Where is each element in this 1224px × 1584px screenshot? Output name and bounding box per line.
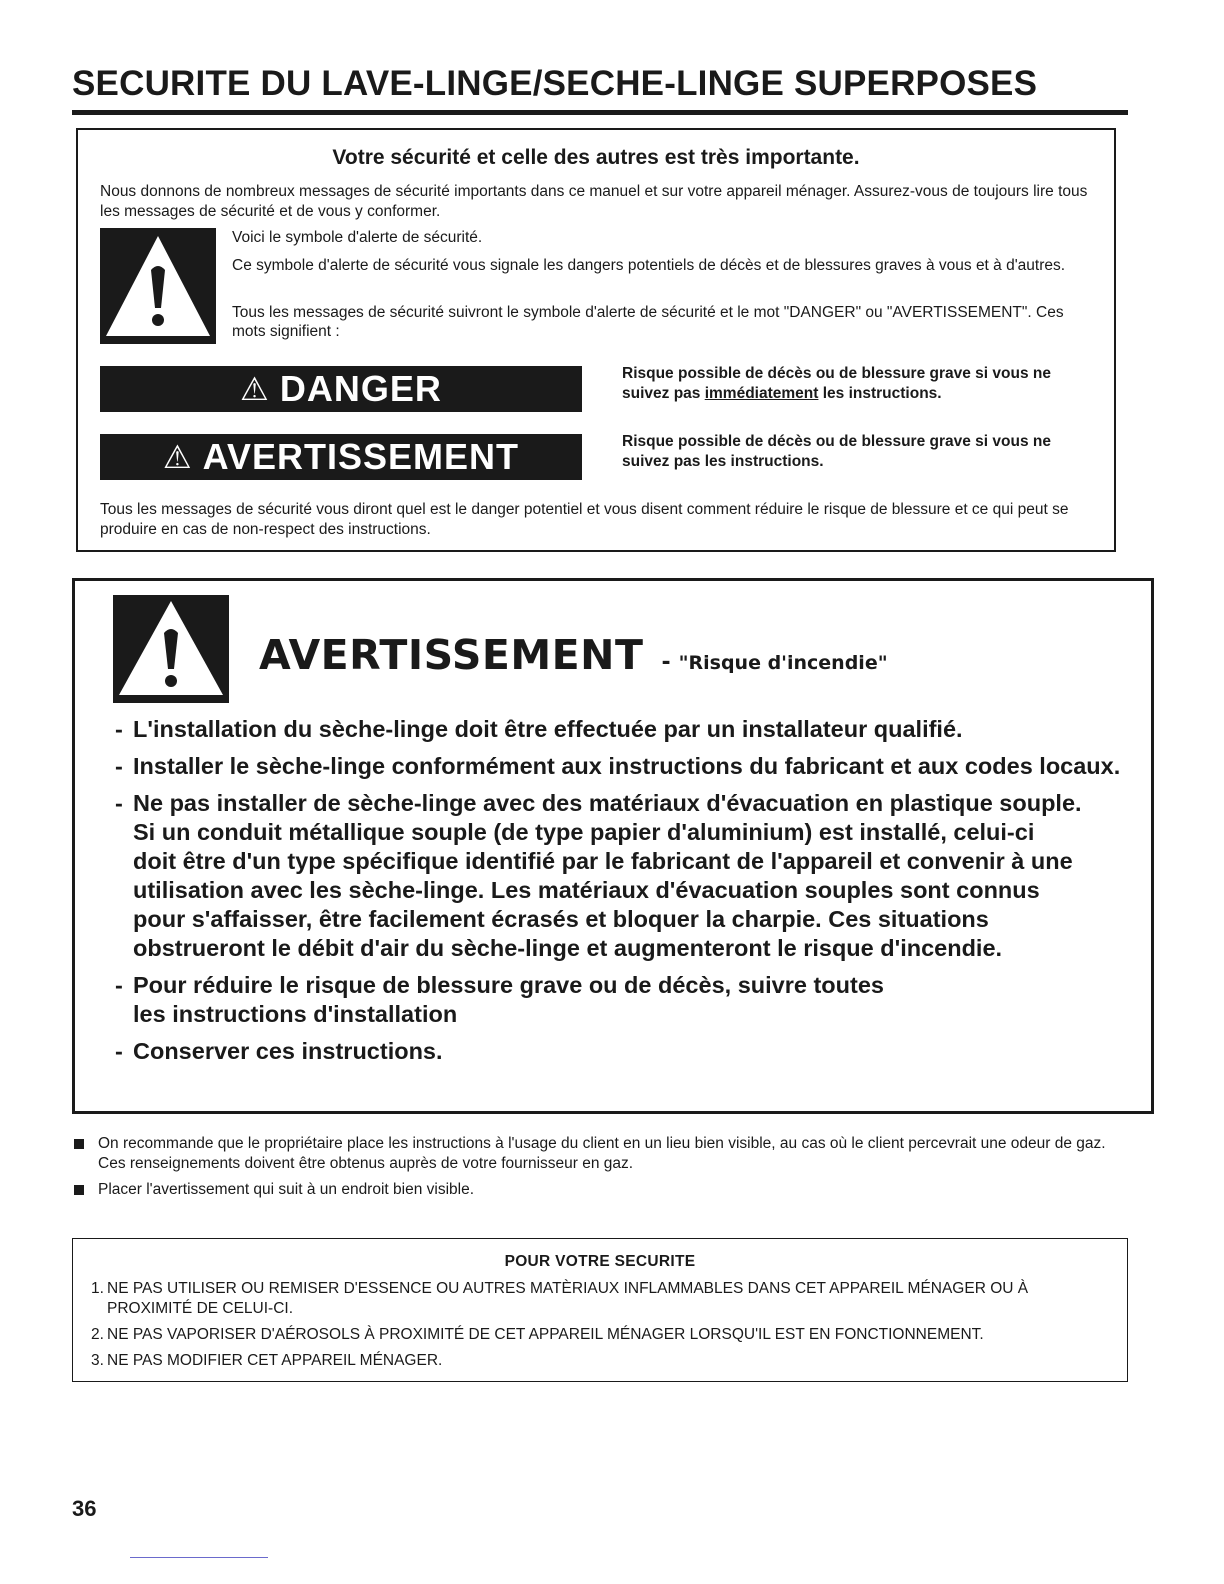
- list-item: [115, 1037, 1145, 1066]
- list-item: [91, 1279, 1111, 1319]
- warning-description: Risque possible de décès ou de blessure grave si vous ne suivez pas les instructions.: [622, 433, 1051, 470]
- title-rule: [72, 110, 1128, 115]
- page-title: SECURITE DU LAVE-LINGE/SECHE-LINGE SUPERPOSES: [72, 64, 1038, 103]
- dash-marker: -: [115, 972, 123, 998]
- safety-intro-box: [76, 128, 1116, 552]
- list-item-text: Installer le sèche-linge conformément aux instructions du fabricant et aux codes locaux.: [133, 753, 1121, 779]
- list-item-text: Conserver ces instructions.: [133, 1038, 443, 1064]
- dash-marker: -: [115, 716, 123, 742]
- dash-marker: -: [115, 753, 123, 779]
- warning-alert-icon: ⚠: [162, 439, 193, 475]
- list-item: [115, 789, 1083, 963]
- list-item: [91, 1325, 1111, 1345]
- intro-footer: Tous les messages de sécurité vous diront quel est le danger potentiel et vous disent comment réduire le risque de blessure et ce qui peut se produire en cas de non-respect des instructions.: [100, 501, 1069, 538]
- square-bullet-icon: [74, 1185, 84, 1195]
- item-number: 3.: [91, 1352, 104, 1369]
- list-item: [115, 715, 1145, 744]
- fire-warning-list: [115, 715, 1145, 1074]
- safety-notice-list: [91, 1279, 1111, 1377]
- fire-warning-separator: -: [661, 650, 671, 675]
- danger-label: DANGER: [279, 368, 442, 409]
- safety-notice-heading: POUR VOTRE SECURITE: [504, 1253, 696, 1270]
- fire-warning-box: [72, 578, 1154, 1114]
- item-text: NE PAS MODIFIER CET APPAREIL MÉNAGER.: [107, 1352, 443, 1369]
- danger-desc-underlined: immédiatement: [704, 385, 819, 402]
- fire-warning-title: AVERTISSEMENT: [259, 631, 644, 679]
- bullet-text: Placer l'avertissement qui suit à un endroit bien visible.: [98, 1181, 475, 1198]
- page-number: 36: [72, 1496, 97, 1521]
- bottom-divider: [130, 1557, 268, 1558]
- item-text: NE PAS UTILISER OU REMISER D'ESSENCE OU AUTRES MATÈRIAUX INFLAMMABLES DANS CET APPAREIL MÉNAGER OU À PROXIMITÉ DE CELUI-CI.: [107, 1280, 1029, 1317]
- intro-heading: Votre sécurité et celle des autres est très importante.: [332, 146, 860, 169]
- symbol-line-1: Voici le symbole d'alerte de sécurité.: [232, 229, 483, 246]
- list-item: [115, 971, 913, 1029]
- symbol-line-2: Ce symbole d'alerte de sécurité vous signale les dangers potentiels de décès et de blessures graves à vous et à d'autres.: [232, 257, 1066, 274]
- list-item-text: Pour réduire le risque de blessure grave ou de décès, suivre toutes les instructions d'installation: [133, 972, 884, 1027]
- danger-desc-part1: Risque possible de décès ou de blessure grave si vous ne suivez pas: [622, 365, 1051, 402]
- safety-notice-box: [72, 1238, 1128, 1382]
- warning-label: AVERTISSEMENT: [202, 436, 520, 477]
- symbol-line-3: Tous les messages de sécurité suivront le symbole d'alerte de sécurité et le mot "DANGER" ou "AVERTISSEMENT". Ces mots signifient :: [232, 304, 1064, 340]
- safety-alert-triangle-icon: [100, 228, 216, 344]
- intro-paragraph: Nous donnons de nombreux messages de sécurité importants dans ce manuel et sur votre appareil ménager. Assurez-vous de toujours lire tous les messages de sécurité et de vous y conformer.: [100, 183, 1088, 220]
- bullet-text: On recommande que le propriétaire place les instructions à l'usage du client en un lieu bien visible, au cas où le client percevrait une odeur de gaz. Ces renseignements doivent être obtenus auprès de votre fournisseur en gaz.: [98, 1135, 1106, 1172]
- safety-alert-icon: [100, 228, 216, 344]
- danger-desc-part2: les instructions.: [818, 385, 942, 402]
- dash-marker: -: [115, 1038, 123, 1064]
- danger-signal-bar: [100, 366, 582, 412]
- fire-warning-heading: [259, 631, 888, 679]
- fire-warning-alert-icon: [113, 595, 229, 703]
- warning-signal-bar: [100, 434, 582, 480]
- bullet-gas-instructions: [74, 1134, 1124, 1174]
- list-item: [115, 752, 1145, 781]
- danger-description: [622, 364, 1102, 404]
- bullet-place-warning: [74, 1180, 1124, 1200]
- square-bullet-icon: [74, 1139, 84, 1149]
- list-item-text: Ne pas installer de sèche-linge avec des matériaux d'évacuation en plastique souple. Si un conduit métallique souple (de type papier d'aluminium) est installé, celui-ci doit être d'un type spécifique identifié par le fabricant de l'appareil et convenir à une utilisation avec les sèche-linge. Les matériaux d'évacuation souples sont connus pour s'affaisser, être facilement écrasés et bloquer la charpie. Ces situations obstrueront le débit d'air du sèche-linge et augmenteront le risque d'incendie.: [133, 790, 1082, 961]
- safety-alert-triangle-icon: [113, 595, 229, 703]
- list-item-text: L'installation du sèche-linge doit être effectuée par un installateur qualifié.: [133, 716, 963, 742]
- list-item: [91, 1351, 1111, 1371]
- dash-marker: -: [115, 790, 123, 816]
- fire-warning-subtitle: "Risque d'incendie": [678, 652, 888, 674]
- item-number: 1.: [91, 1280, 104, 1297]
- danger-alert-icon: ⚠: [240, 371, 270, 407]
- item-number: 2.: [91, 1326, 104, 1343]
- item-text: NE PAS VAPORISER D'AÉROSOLS À PROXIMITÉ DE CET APPAREIL MÉNAGER LORSQU'IL EST EN FONCTIONNEMENT.: [107, 1326, 984, 1343]
